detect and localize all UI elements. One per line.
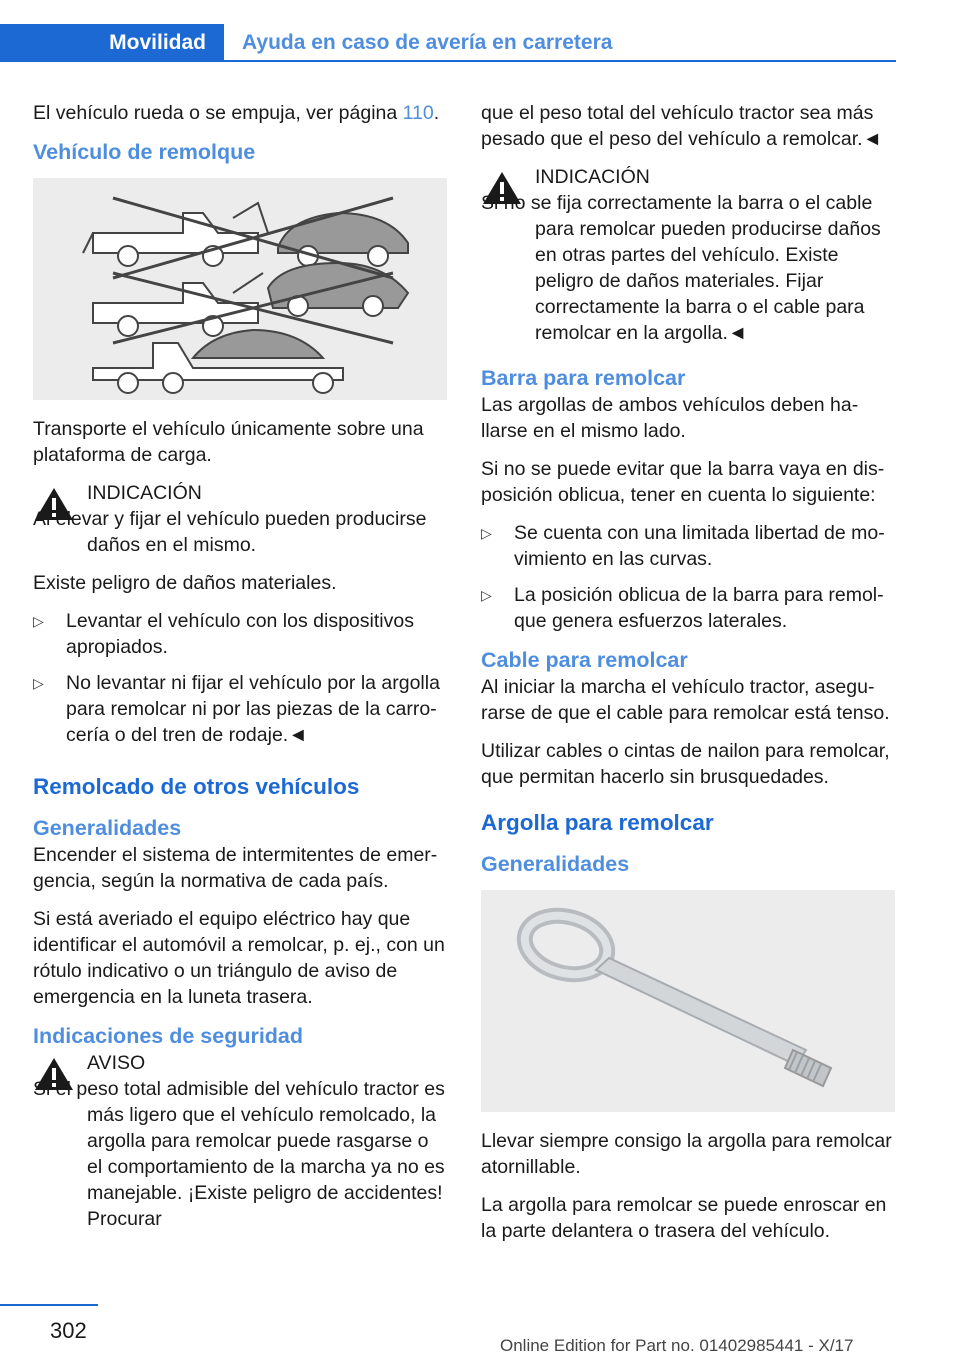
- list-item: ▷ Se cuenta con una limitada libertad de movimiento en las curvas.: [481, 520, 897, 572]
- paragraph-cable-1: Al iniciar la marcha el vehículo tractor, asegurarse de que el cable para remolcar está tenso.: [481, 676, 890, 724]
- list-item: ▷ La posición oblicua de la barra para remolque genera esfuerzos laterales.: [481, 582, 897, 634]
- footer-edition: Online Edition for Part no. 01402985441 - X/17: [500, 1336, 854, 1355]
- header-section-label: Movilidad: [109, 31, 206, 54]
- header-chapter-label: Ayuda en caso de avería en carretera: [242, 31, 613, 54]
- list-item: ▷ No levantar ni fijar el vehículo por la argolla para remolcar ni por las piezas de la carrocería o del tren de rodaje.◄: [33, 670, 449, 748]
- tow-eye-illustration: [481, 890, 895, 1112]
- paragraph-general-2: Si está averiado el equipo eléctrico hay que identificar el automóvil a remolcar, p. ej., con un rótulo indicativo o un triángulo de aviso de emergencia en la luneta trasera.: [33, 908, 445, 1008]
- paragraph-cable-2: Utilizar cables o cintas de nailon para remolcar, que permitan hacerlo sin brusquedades.: [481, 740, 890, 788]
- warning-body: Al elevar y fijar el vehículo pueden producirse daños en el mismo.: [33, 508, 427, 556]
- list-item: ▷ Levantar el vehículo con los dispositivos apropiados.: [33, 608, 449, 660]
- bullet-list-right: [481, 520, 897, 634]
- right-column: [481, 100, 897, 1256]
- header-rule: [224, 60, 896, 62]
- header-chapter-tab[interactable]: [224, 24, 896, 62]
- heading-trailer: Vehículo de remolque: [33, 140, 256, 164]
- warning-notice-1: [33, 480, 449, 558]
- bullet-list-left: [33, 608, 449, 748]
- heading-safety: Indicaciones de seguridad: [33, 1024, 304, 1048]
- footer-rule: [0, 1304, 98, 1306]
- left-column: [33, 100, 449, 1244]
- header-section-tab[interactable]: [0, 24, 224, 62]
- paragraph-eye-2: La argolla para remolcar se puede enroscar en la parte delantera o trasera del vehículo.: [481, 1194, 887, 1242]
- page-link[interactable]: 110: [402, 102, 434, 124]
- warning-title: INDICACIÓN: [535, 166, 650, 188]
- heading-tow-cable: Cable para remolcar: [481, 648, 688, 672]
- heading-tow-eye-general: Generalidades: [481, 852, 630, 876]
- warning-notice-3: [481, 164, 897, 346]
- paragraph-continued: que el peso total del vehículo tractor sea más pesado que el peso del vehículo a remolcar.◄: [481, 102, 882, 150]
- heading-tow-eye: Argolla para remolcar: [481, 810, 714, 835]
- paragraph-push-text: El vehículo rueda o se empuja, ver página: [33, 102, 403, 124]
- paragraph-push-end: .: [433, 102, 440, 124]
- warning-title: INDICACIÓN: [87, 482, 202, 504]
- paragraph-push: [33, 100, 449, 126]
- paragraph-transport: Transporte el vehículo únicamente sobre una plataforma de carga.: [33, 418, 424, 466]
- warning-body: Si no se fija correctamente la barra o el cable para remolcar pueden producirse daños en otras partes del vehículo. Existe peligro de daños materiales. Fijar correctamente la barra o el cable para remolcar en la argolla.◄: [481, 192, 881, 344]
- paragraph-general-1: Encender el sistema de intermitentes de emergencia, según la normativa de cada país.: [33, 844, 438, 892]
- heading-tow-bar: Barra para remolcar: [481, 366, 686, 390]
- paragraph-eye-1: Llevar siempre consigo la argolla para remolcar atornillable.: [481, 1130, 892, 1178]
- paragraph-bar-1: Las argollas de ambos vehículos deben hallarse en el mismo lado.: [481, 394, 859, 442]
- warning-title: AVISO: [87, 1052, 146, 1074]
- trailer-transport-illustration: [33, 178, 447, 400]
- warning-body: Si el peso total admisible del vehículo tractor es más ligero que el vehículo remolcado, la argolla para remolcar puede rasgarse o el comportamiento de la marcha ya no es manejable. ¡Existe peligro de accidentes! Procurar: [33, 1078, 445, 1230]
- warning-notice-2: [33, 1050, 449, 1232]
- heading-towing: Remolcado de otros vehículos: [33, 774, 360, 799]
- heading-general: Generalidades: [33, 816, 182, 840]
- page-number: 302: [50, 1318, 87, 1343]
- paragraph-bar-2: Si no se puede evitar que la barra vaya en disposición oblicua, tener en cuenta lo siguiente:: [481, 458, 885, 506]
- paragraph-risk: Existe peligro de daños materiales.: [33, 572, 337, 594]
